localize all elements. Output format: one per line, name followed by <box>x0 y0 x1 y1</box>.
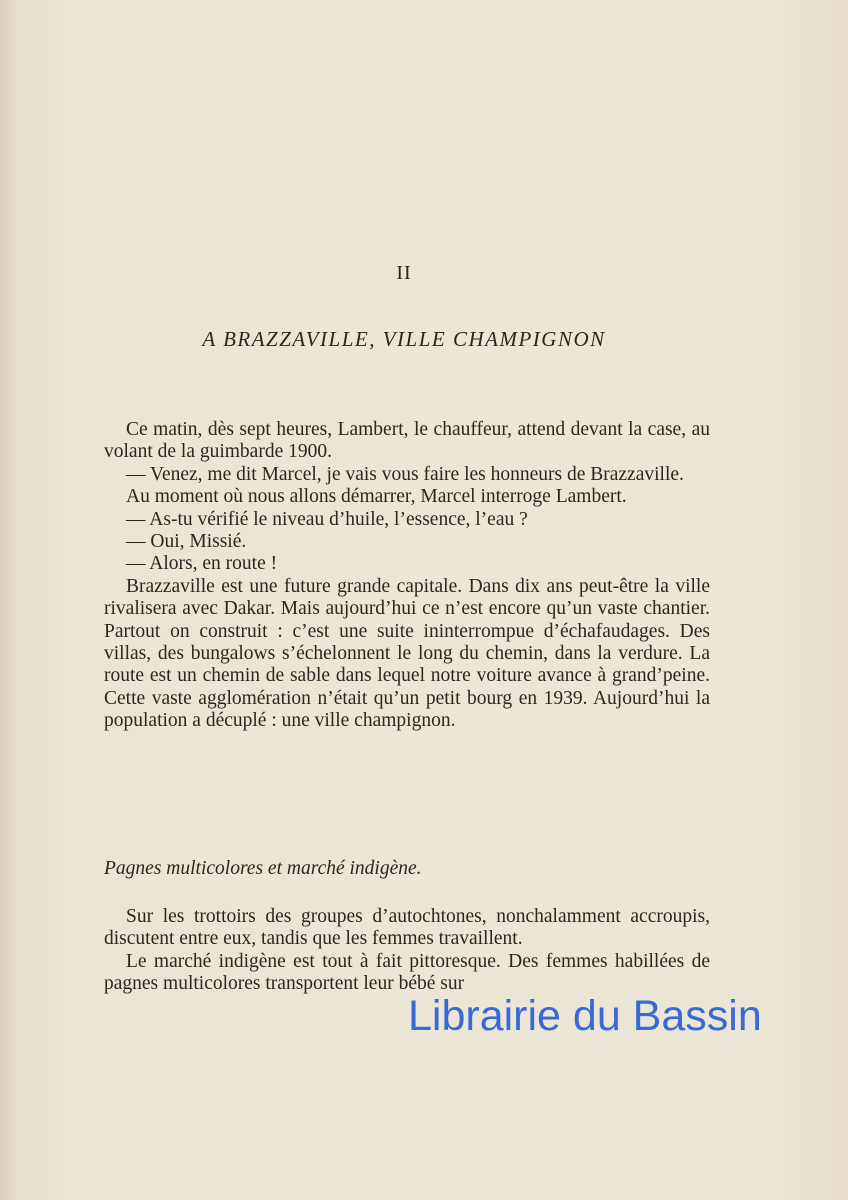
paragraph: Sur les trottoirs des groupes d’autochtones, nonchalamment accroupis, discutent entre eux, tandis que les femmes travaillent. <box>104 906 710 950</box>
chapter-number: II <box>396 262 412 284</box>
section-subheading: Pagnes multicolores et marché indigène. <box>104 858 422 879</box>
paragraph: — As-tu vérifié le niveau d’huile, l’essence, l’eau ? <box>126 508 528 530</box>
paragraph: Brazzaville est une future grande capitale. Dans dix ans peut-être la ville rivalisera avec Dakar. Mais aujourd’hui ce n’est encore qu’un vaste chantier. Partout on construit : c’est une suite ininterrompue d’échafaudages. Des villas, des bungalows s’échelonnent le long du chemin, dans la verdure. La route est un chemin de sable dans lequel notre voiture avance à grand’peine. Cette vaste agglomération n’était qu’un petit bourg en 1939. Aujourd’hui la population a décuplé : une ville champignon. <box>104 575 710 732</box>
paragraph: Ce matin, dès sept heures, Lambert, le chauffeur, attend devant la case, au volant de la guimbarde 1900. <box>104 419 710 463</box>
paragraph: — Oui, Missié. <box>126 531 247 553</box>
body-text-section-1 <box>104 419 710 733</box>
paragraph: — Alors, en route ! <box>126 553 278 575</box>
body-text-section-2 <box>104 906 710 996</box>
paragraph: Le marché indigène est tout à fait pittoresque. Des femmes habillées de pagnes multicolores transportent leur bébé sur <box>104 950 710 995</box>
watermark-logo: Librairie du Bassin <box>408 992 762 1040</box>
paragraph: — Venez, me dit Marcel, je vais vous faire les honneurs de Brazzaville. <box>126 463 684 485</box>
paragraph: Au moment où nous allons démarrer, Marcel interroge Lambert. <box>126 486 627 508</box>
chapter-title: A BRAZZAVILLE, VILLE CHAMPIGNON <box>202 327 606 351</box>
